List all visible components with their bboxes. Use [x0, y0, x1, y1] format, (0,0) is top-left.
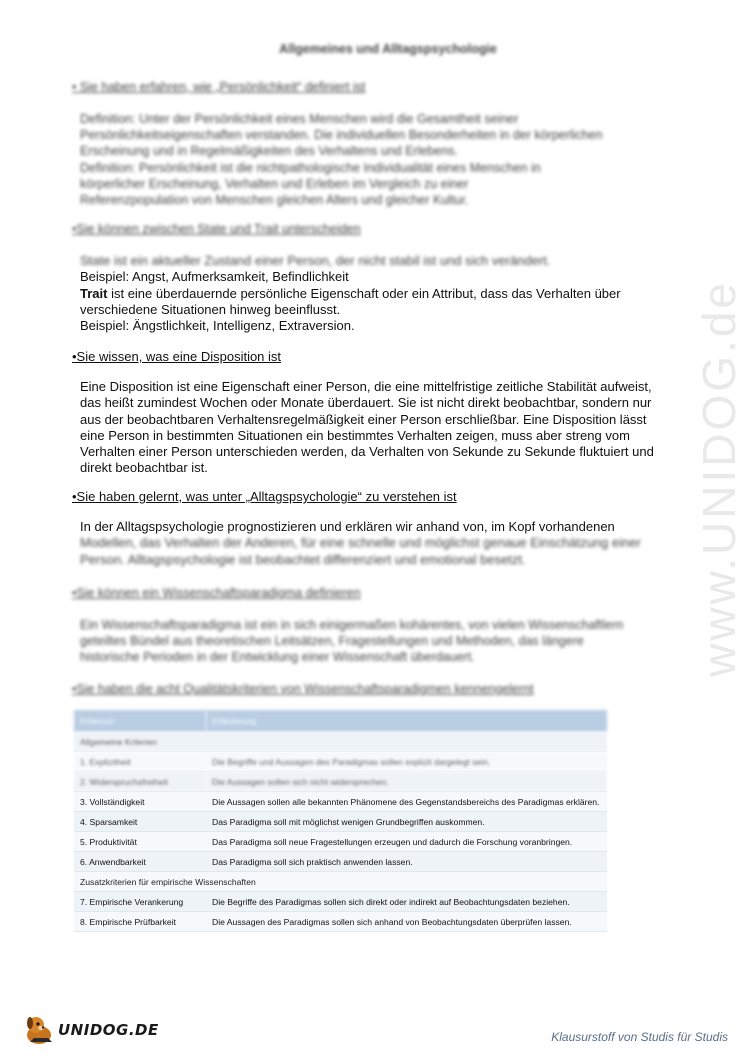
section-body-paradigm [80, 617, 695, 666]
section-heading-disposition: •Sie wissen, was eine Disposition ist [72, 349, 282, 364]
table-cell: Allgemeine Kriterien [74, 732, 607, 752]
paragraph-line: Eine Disposition ist eine Eigenschaft einer Person, die eine mittelfristige zeitliche Stabilität aufweist, [80, 379, 652, 394]
table-cell: 7. Empirische Verankerung [74, 892, 206, 912]
paragraph-line: Definition: Persönlichkeit ist die nichtpathologische Individualität eines Menschen in [80, 160, 541, 175]
paragraph-line: Erscheinung und in Regelmäßigkeiten des Verhaltens und Erlebens. [80, 144, 459, 159]
table-row [74, 812, 607, 832]
section-heading-quality-criteria: •Sie haben die acht Qualitätskriterien von Wissenschaftsparadigmen kennengelernt [72, 682, 534, 696]
table-row [74, 792, 607, 812]
paragraph-line: Person. Alltagspsychologie ist beobachtet differenziert und emotional besetzt. [80, 551, 526, 567]
document-title: Allgemeines und Alltagspsychologie [279, 42, 497, 56]
paragraph-line [80, 286, 695, 302]
paragraph-line: Definition: Unter der Persönlichkeit eines Menschen wird die Gesamtheit seiner [80, 112, 519, 126]
table-row [74, 772, 607, 792]
section-body-disposition [80, 379, 695, 477]
table-cell: Das Paradigma soll sich praktisch anwenden lassen. [206, 852, 607, 872]
table-cell: Die Aussagen des Paradigmas sollen sich anhand von Beobachtungsdaten überprüfen lassen. [206, 912, 607, 932]
paragraph-line: das heißt zumindest Wochen oder Monate überdauert. Sie ist nicht direkt beobachtbar, sondern nur [80, 395, 652, 411]
section-body-personality [80, 111, 695, 208]
footer-tagline: Klausurstoff von Studis für Studis [551, 1030, 728, 1044]
paragraph-line: Beispiel: Ängstlichkeit, Intelligenz, Extraversion. [80, 318, 355, 334]
table-cell: 6. Anwendbarkeit [74, 852, 206, 872]
paragraph-line: körperlicher Erscheinung, Verhalten und Erleben im Vergleich zu einer [80, 176, 469, 191]
table-cell: 2. Widerspruchsfreiheit [74, 772, 206, 792]
dog-mascot-icon [22, 1013, 56, 1047]
watermark: www.UNIDOG.de [693, 280, 745, 677]
paragraph-line: eine Person in bestimmten Situationen ein bestimmtes Verhalten zeigen, muss aber streng vom [80, 427, 630, 443]
paragraph-line: In der Alltagspsychologie prognostizieren und erklären wir anhand von, im Kopf vorhandenen [80, 519, 615, 534]
table-cell: Das Paradigma soll mit möglichst wenigen Grundbegriffen auskommen. [206, 812, 607, 832]
table-cell: Zusatzkriterien für empirische Wissenschaften [74, 872, 607, 892]
table-cell: 5. Produktivität [74, 832, 206, 852]
paragraph-line: Ein Wissenschaftsparadigma ist ein in sich einigermaßen kohärentes, von vielen Wissenschaftlern [80, 618, 624, 632]
table-cell: Die Aussagen sollen alle bekannten Phänomene des Gegenstandsbereichs des Paradigmas erklären. [206, 792, 607, 812]
paragraph-line: direkt beobachtbar ist. [80, 460, 208, 476]
section-heading-everyday-psychology: •Sie haben gelernt, was unter „Alltagspsychologie“ zu verstehen ist [72, 489, 457, 504]
table-cell: 8. Empirische Prüfbarkeit [74, 912, 206, 932]
table-header-row [74, 710, 607, 732]
section-heading-paradigm: •Sie können ein Wissenschaftsparadigma definieren [72, 586, 361, 600]
paragraph-line: Verhalten einer Person unterschieden werden, da Verhalten von Sekunde zu Sekunde fluktuiert und [80, 444, 654, 460]
table-row [74, 852, 607, 872]
paragraph-line: aus der beobachtbaren Verhaltensregelmäßigkeit einer Person erschließbar. Eine Disposition lässt [80, 411, 647, 427]
criteria-table [74, 710, 607, 932]
table-row [74, 892, 607, 912]
table-row [74, 752, 607, 772]
table-group-row [74, 732, 607, 752]
table-header: Erläuterung [206, 710, 607, 732]
paragraph-line: historische Perioden in der Entwicklung einer Wissenschaft überdauert. [80, 650, 475, 665]
table-cell: 4. Sparsamkeit [74, 812, 206, 832]
paragraph-line: geteiltes Bündel aus theoretischen Leitsätzen, Fragestellungen und Methoden, das längere [80, 634, 584, 649]
logo-text: UNIDOG.DE [58, 1021, 159, 1039]
paragraph-line: Modellen, das Verhalten der Anderen, für eine schnelle und möglichst genaue Einschätzung einer [80, 535, 641, 551]
table-row [74, 832, 607, 852]
table-header: Kriterium [74, 710, 206, 732]
paragraph-line: Persönlichkeitseigenschaften verstanden. Die individuellen Besonderheiten in der körperlichen [80, 128, 603, 143]
table-cell: 3. Vollständigkeit [74, 792, 206, 812]
paragraph-line: verschiedene Situationen hinweg beeinflusst. [80, 301, 341, 317]
paragraph-line: State ist ein aktueller Zustand einer Person, der nicht stabil ist und sich verändert. [80, 253, 551, 268]
trait-definition: ist eine überdauernde persönliche Eigenschaft oder ein Attribut, dass das Verhalten über [107, 285, 621, 301]
paragraph-line: Beispiel: Angst, Aufmerksamkeit, Befindlichkeit [80, 269, 349, 285]
table-cell: 1. Explizitheit [74, 752, 206, 772]
section-heading-state-trait: •Sie können zwischen State und Trait unterscheiden [72, 222, 361, 236]
table-cell: Die Begriffe des Paradigmas sollen sich direkt oder indirekt auf Beobachtungsdaten beziehen. [206, 892, 607, 912]
section-body-everyday-psychology [80, 519, 695, 568]
table-row [74, 912, 607, 932]
table-cell: Die Begriffe und Aussagen des Paradigmas sollen explizit dargelegt sein. [206, 752, 607, 772]
paragraph-line: Referenzpopulation von Menschen gleichen Alters und gleicher Kultur. [80, 193, 469, 208]
section-heading-personality: • Sie haben erfahren, wie „Persönlichkeit“ definiert ist [72, 80, 366, 94]
table-cell: Das Paradigma soll neue Fragestellungen erzeugen und dadurch die Forschung voranbringen. [206, 832, 607, 852]
table-group-row [74, 872, 607, 892]
unidog-logo[interactable] [22, 1013, 159, 1047]
trait-term: Trait [80, 285, 108, 301]
table-cell: Die Aussagen sollen sich nicht widersprechen. [206, 772, 607, 792]
section-body-state-trait [80, 253, 695, 334]
